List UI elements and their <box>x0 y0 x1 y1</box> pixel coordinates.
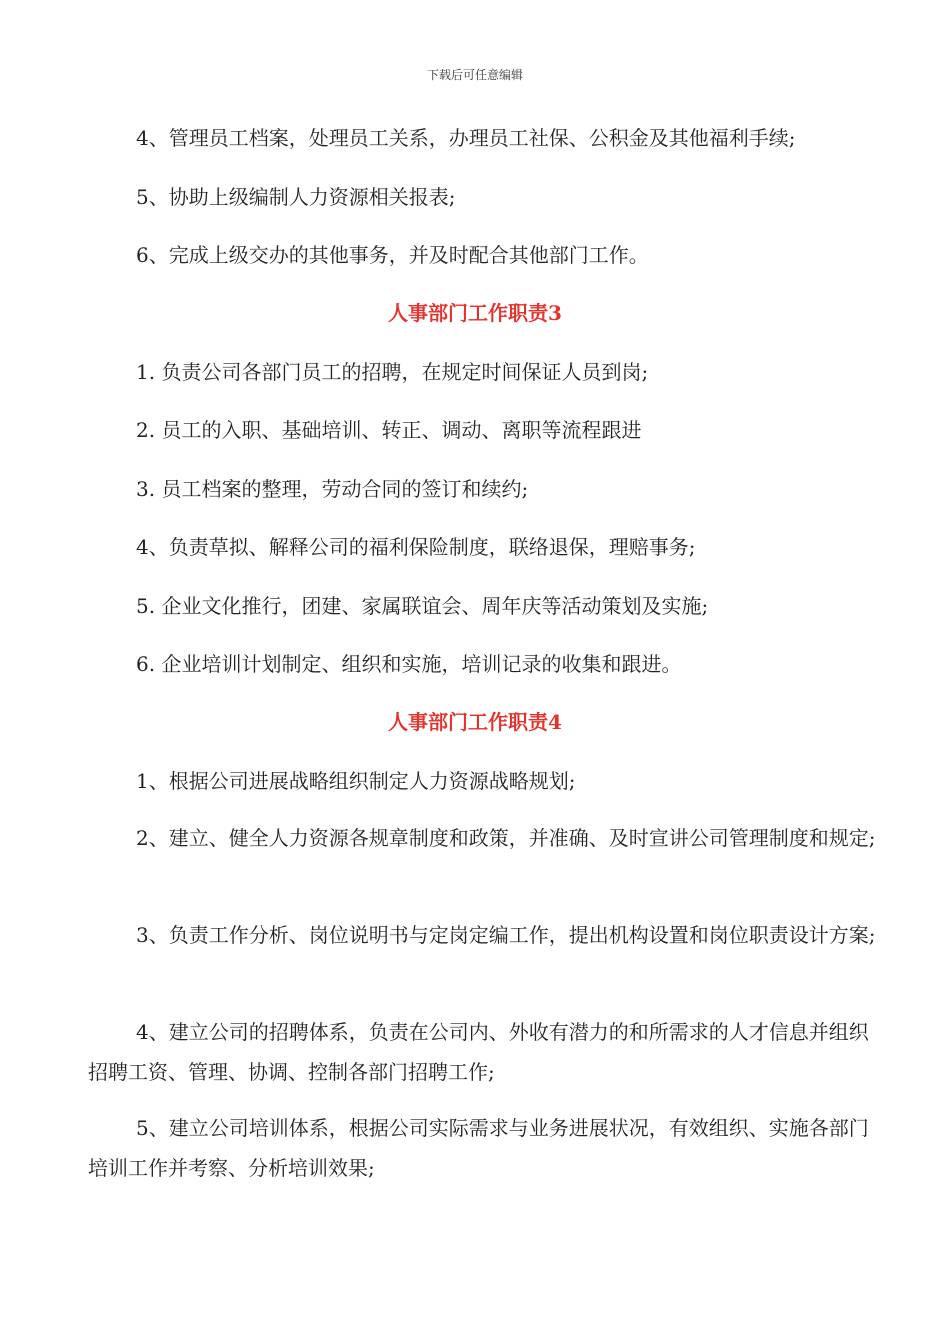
list-item: 6、完成上级交办的其他事务，并及时配合其他部门工作。 <box>136 243 649 267</box>
section-heading: 人事部门工作职责3 <box>388 301 562 325</box>
header-note: 下载后可任意编辑 <box>426 68 523 82</box>
list-item: 5、建立公司培训体系，根据公司实际需求与业务进展状况，有效组织、实施各部门培训工作并考察、分析培训效果; <box>88 1116 869 1180</box>
list-item: 4、负责草拟、解释公司的福利保险制度，联络退保，理赔事务; <box>136 535 696 559</box>
list-item: 4、建立公司的招聘体系，负责在公司内、外收有潜力的和所需求的人才信息并组织招聘工资、管理、协调、控制各部门招聘工作; <box>88 1020 869 1084</box>
list-item: 2. 员工的入职、基础培训、转正、调动、离职等流程跟进 <box>136 418 642 442</box>
list-item: 5、协助上级编制人力资源相关报表; <box>136 185 456 209</box>
list-item: 3、负责工作分析、岗位说明书与定岗定编工作，提出机构设置和岗位职责设计方案; <box>136 923 876 947</box>
list-item: 4、管理员工档案，处理员工关系，办理员工社保、公积金及其他福利手续; <box>136 126 796 150</box>
section-heading: 人事部门工作职责4 <box>388 710 562 734</box>
list-item: 1. 负责公司各部门员工的招聘，在规定时间保证人员到岗; <box>136 360 649 384</box>
list-item: 5. 企业文化推行，团建、家属联谊会、周年庆等活动策划及实施; <box>136 594 709 618</box>
list-item: 1、根据公司进展战略组织制定人力资源战略规划; <box>136 769 576 793</box>
list-item: 2、建立、健全人力资源各规章制度和政策，并准确、及时宣讲公司管理制度和规定; <box>136 826 876 850</box>
list-item: 6. 企业培训计划制定、组织和实施，培训记录的收集和跟进。 <box>136 652 682 676</box>
list-item: 3. 员工档案的整理，劳动合同的签订和续约; <box>136 477 529 501</box>
